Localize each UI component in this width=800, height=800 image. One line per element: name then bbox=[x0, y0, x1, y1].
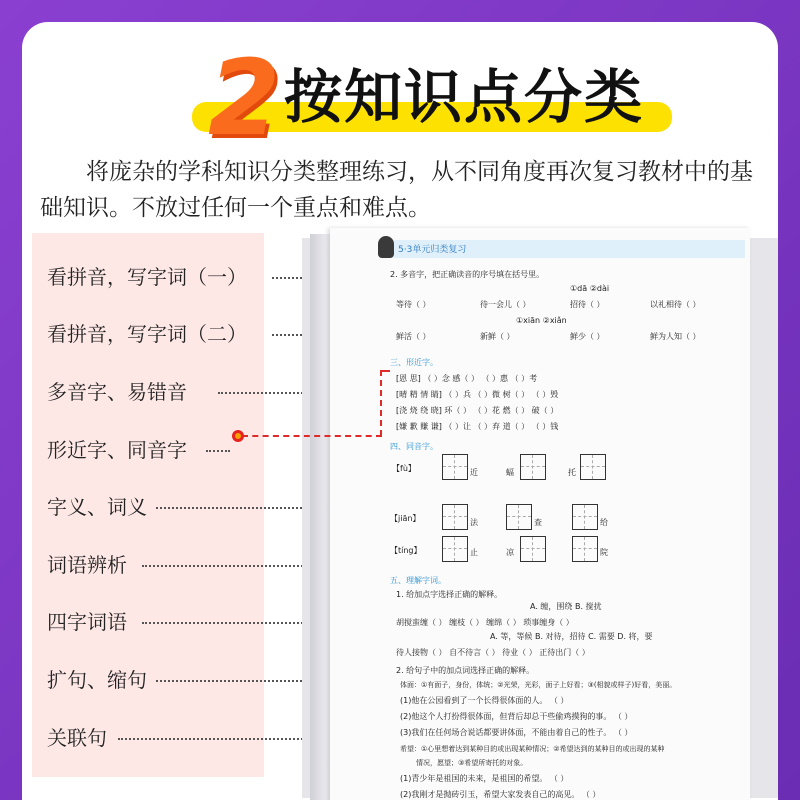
leader-line bbox=[118, 738, 314, 740]
pinyin-options: ①xiān ②xiǎn bbox=[516, 316, 567, 325]
sentence-item: (2)我刚才是抛砖引玉，希望大家发表自己的高见。 （ ） bbox=[400, 790, 601, 799]
page-header-title: 5·3单元归类复习 bbox=[398, 245, 467, 255]
connector-line bbox=[380, 370, 382, 436]
connector-line bbox=[380, 370, 390, 372]
leader-line bbox=[142, 622, 314, 624]
content-panel bbox=[22, 22, 778, 800]
word-part: 给 bbox=[600, 518, 608, 527]
answer-item: 招待（ ） bbox=[570, 300, 605, 309]
answer-item: 鲜活（ ） bbox=[396, 332, 431, 341]
word-part: 止 bbox=[470, 548, 478, 557]
exercise-row: [浇 烧 绕 晓] 环（ ） （ ）花 燃（ ） 破（ ） bbox=[396, 406, 559, 415]
writing-box[interactable] bbox=[442, 504, 468, 530]
definition-note: 体面：①有面子，身份，体统；②光荣，光彩，面子上好看；③(相貌或样子)好看，美丽。 bbox=[400, 681, 677, 689]
answer-item: 等待（ ） bbox=[396, 300, 431, 309]
writing-box[interactable] bbox=[442, 454, 468, 480]
book-page bbox=[330, 228, 750, 800]
topic-item: 关联句 bbox=[47, 726, 107, 750]
sentence-item: (1)青少年是祖国的未来，是祖国的希望。 （ ） bbox=[400, 774, 569, 783]
writing-box[interactable] bbox=[520, 454, 546, 480]
writing-box[interactable] bbox=[520, 536, 546, 562]
definition-note: 希望：①心里想着达到某种目的或出现某种情况；②希望达到的某种目的或出现的某种 bbox=[400, 745, 665, 753]
exercise-row: [晴 精 情 睛] （ ）兵 （ ）微 树（ ） （ ）毁 bbox=[396, 390, 559, 399]
exercise-row: [恩 思] （ ）念 感（ ） （ ）惠 （ ）考 bbox=[396, 374, 538, 383]
question-text: 2. 多音字，把正确读音的序号填在括号里。 bbox=[390, 270, 545, 279]
answer-item: 待一会儿（ ） bbox=[480, 300, 531, 309]
connector-line bbox=[242, 435, 382, 437]
pinyin-label: 【jiān】 bbox=[390, 514, 421, 523]
writing-box[interactable] bbox=[506, 504, 532, 530]
pinyin-label: 【tíng】 bbox=[390, 546, 422, 555]
answer-item: 鲜少（ ） bbox=[570, 332, 605, 341]
pinyin-label: 【fù】 bbox=[392, 464, 416, 473]
topic-list bbox=[32, 233, 264, 777]
exercise-row: 胡搅蛮缠（ ） 缠枝（ ） 缠绵（ ） 琐事缠身（ ） bbox=[396, 618, 574, 627]
connector-dot bbox=[232, 430, 244, 442]
leader-line bbox=[156, 680, 314, 682]
topic-item: 多音字、易错音 bbox=[47, 380, 187, 404]
exercise-row: 待人接物（ ） 自不待言（ ） 待业（ ） 正待出门（ ） bbox=[396, 648, 590, 657]
leader-line bbox=[218, 392, 314, 394]
writing-box[interactable] bbox=[442, 536, 468, 562]
intro-text: 将庞杂的学科知识分类整理练习，从不同角度再次复习教材中的基础知识。不放过任何一个重点和难点。 bbox=[40, 159, 753, 221]
leader-line bbox=[142, 565, 314, 567]
topic-item: 字义、词义 bbox=[47, 495, 147, 519]
section-heading: 三、形近字。 bbox=[390, 358, 438, 367]
topic-item: 扩句、缩句 bbox=[47, 668, 147, 692]
topic-item: 看拼音，写字词（一） bbox=[47, 265, 247, 289]
leader-line bbox=[206, 450, 230, 452]
question-text: 2. 给句子中的加点词选择正确的解释。 bbox=[396, 666, 535, 675]
book-spine bbox=[310, 234, 332, 800]
sentence-item: (1)他在公园看到了一个长得很体面的人。 （ ） bbox=[400, 696, 569, 705]
writing-box[interactable] bbox=[572, 504, 598, 530]
word-part: 近 bbox=[470, 468, 478, 477]
pinyin-options: ①dā ②dài bbox=[570, 284, 610, 293]
topic-item: 词语辨析 bbox=[47, 553, 127, 577]
section-title: 按知识点分类 bbox=[284, 63, 645, 131]
topic-item: 看拼音，写字词（二） bbox=[47, 322, 247, 346]
writing-box[interactable] bbox=[572, 536, 598, 562]
topic-item: 四字词语 bbox=[47, 610, 127, 634]
word-part: 凉 bbox=[506, 548, 514, 557]
exercise-row: [嫌 歉 赚 谦] （ ）让 （ ）弃 道（ ） （ ）钱 bbox=[396, 422, 559, 431]
section-heading: 五、理解字词。 bbox=[390, 576, 446, 585]
answer-item: 鲜为人知（ ） bbox=[650, 332, 701, 341]
section-heading: 四、同音字。 bbox=[390, 442, 438, 451]
word-part: 蝠 bbox=[506, 468, 514, 477]
definition-note: 情况，愿望；③希望所寄托的对象。 bbox=[416, 759, 528, 767]
sentence-item: (3)我们在任何场合说话都要讲体面，不能由着自己的性子。 （ ） bbox=[400, 728, 633, 737]
answer-options: A. 缠，围绕 B. 搅扰 bbox=[530, 602, 602, 611]
answer-item: 以礼相待（ ） bbox=[650, 300, 701, 309]
word-part: 托 bbox=[568, 468, 576, 477]
word-part: 院 bbox=[600, 548, 608, 557]
writing-box[interactable] bbox=[580, 454, 606, 480]
sentence-item: (2)他这个人打扮得很体面，但背后却总干些偷鸡摸狗的事。 （ ） bbox=[400, 712, 633, 721]
mascot-icon bbox=[378, 236, 394, 258]
word-part: 查 bbox=[534, 518, 542, 527]
leader-line bbox=[156, 507, 314, 509]
section-number: 2 bbox=[208, 37, 281, 159]
topic-item: 形近字、同音字 bbox=[47, 438, 187, 462]
answer-options: A. 等，等候 B. 对待，招待 C. 需要 D. 将，要 bbox=[490, 632, 653, 641]
word-part: 法 bbox=[470, 518, 478, 527]
question-text: 1. 给加点字选择正确的解释。 bbox=[396, 590, 503, 599]
answer-item: 新鲜（ ） bbox=[480, 332, 515, 341]
